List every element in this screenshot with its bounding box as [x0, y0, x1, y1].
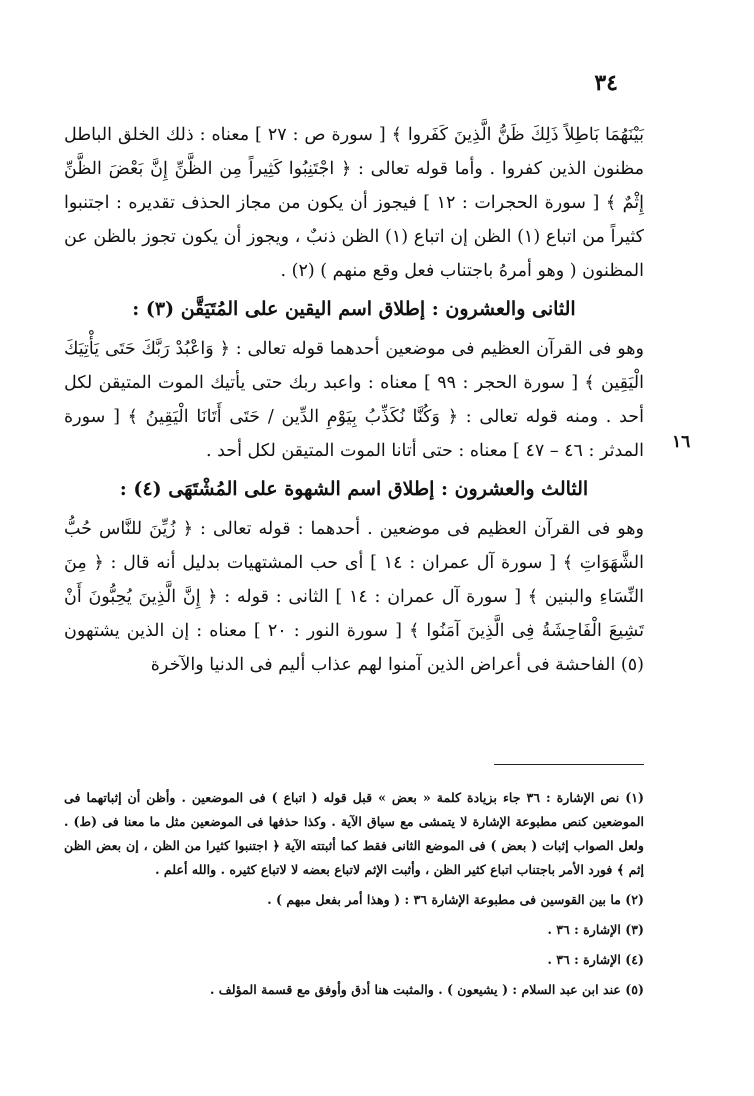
- footnote-2: (٢) ما بين القوسين فى مطبوعة الإشارة ٣٦ : ( وهذا أمر بفعل مبهم ) .: [267, 892, 644, 907]
- paragraph-1: بَيْنَهُمَا بَاطِلاً ذَلِكَ ظَنُّ الَّذِينَ كَفَروا ﴾ [ سورة ص : ٢٧ ] معناه : ذلك الخلق الباطل مظنون الذين كفروا . وأما قوله تعالى : ﴿ اجْتَنِبُوا كَثِيراً مِن الظَّنِّ إِنَّ بَعْضَ الظَّنِّ إِثْمٌ ﴾ [ سورة الحجرات : ١٢ ] فيجوز أن يكون من مجاز الحذف تقديره : اجتنبوا كثيراً من اتباع (١) الظن إن اتباع (١) الظن ذنبٌ ، ويجوز أن يكون تجوز بالظن عن المظنون ( وهو أمرهُ باجتناب فعل وقع منهم ) (٢) .: [64, 125, 644, 281]
- body-text: [64, 118, 644, 682]
- page-number: ٣٤: [594, 70, 618, 96]
- footnote-4: (٤) الإشارة : ٣٦ .: [547, 952, 644, 967]
- footnote-5: (٥) عند ابن عبد السلام : ( يشيعون ) . والمثبت هنا أدق وأوفق مع قسمة المؤلف .: [210, 982, 644, 997]
- footnote-3: (٣) الإشارة : ٣٦ .: [547, 922, 644, 937]
- footnote-separator: [494, 764, 644, 765]
- footnote-1: (١) نص الإشارة : ٣٦ جاء بزيادة كلمة « بعض » قبل قوله ( اتباع ) فى الموضعين . وأظن أن إثباتهما فى الموضعين كنص مطبوعة الإشارة لا يتمشى مع سياق الآية . وكذا حذفها فى الموضعين مثل ما معنا فى (ط) . ولعل الصواب إثبات ( بعض ) فى الموضع الثانى فقط كما أثبتته الآية ﴿ اجتنبوا كثيرا من الظن ، إن بعض الظن إثم ﴾ فورد الأمر باجتناب اتباع كثير الظن ، وأثبت الإثم لاتباع بعضه لا لاتباع كثيره . والله أعلم .: [64, 790, 644, 877]
- paragraph-3: وهو فى القرآن العظيم فى موضعين . أحدهما : قوله تعالى : ﴿ زُيِّنَ للنَّاس حُبُّ الشَّهَوَاتِ ﴾ [ سورة آل عمران : ١٤ ] أى حب المشتهيات بدليل أنه قال : ﴿ مِنَ النِّسَاءِ والبنين ﴾ [ سورة آل عمران : ١٤ ] الثانى : قوله : ﴿ إِنَّ الَّذِينَ يُحِبُّونَ أَنْ تَشِيعَ الْفَاحِشَةُ فِى الَّذِينَ آمَنُوا ﴾ [ سورة النور : ٢٠ ] معناه : إن الذين يشتهون (٥) الفاحشة فى أعراض الذين آمنوا لهم عذاب أليم فى الدنيا والآخرة: [64, 519, 645, 675]
- line-marker: ١٦: [672, 432, 691, 452]
- heading-23: الثالث والعشرون : إطلاق اسم الشهوة على المُشْتَهَى (٤) :: [119, 478, 589, 500]
- footnotes: [64, 786, 644, 1008]
- heading-22: الثانى والعشرون : إطلاق اسم اليقين على المُتَيَقَّن (٣) :: [132, 298, 576, 320]
- paragraph-2: وهو فى القرآن العظيم فى موضعين أحدهما قوله تعالى : ﴿ وَاعْبُدْ رَبَّكَ حَتَى يَأْتِيَكَ الْيَقِين ﴾ [ سورة الحجر : ٩٩ ] معناه : واعبد ربك حتى يأتيك الموت المتيقن لكل أحد . ومنه قوله تعالى : ﴿ وَكُنَّا نُكَذِّبُ بِيَوْمِ الدِّين / حَتَى أَتَانَا الْيَقِينُ ﴾ [ سورة المدثر : ٤٦ – ٤٧ ] معناه : حتى أتانا الموت المتيقن لكل أحد .: [64, 339, 644, 461]
